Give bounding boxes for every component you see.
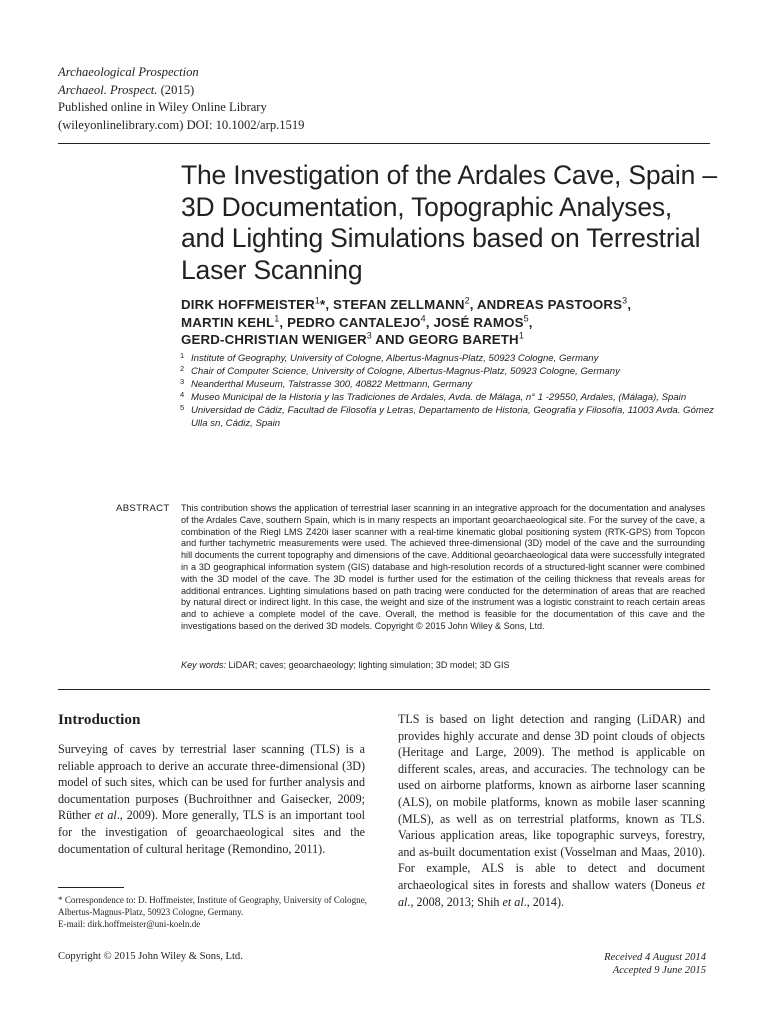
affil-mark: 3 bbox=[622, 295, 628, 306]
affil-mark: 3 bbox=[366, 330, 372, 341]
affiliation-text: Chair of Computer Science, University of Cologne, Albertus-Magnus-Platz, 50923 Cologne, Germany bbox=[191, 365, 620, 377]
title-line: The Investigation of the Ardales Cave, Spain – bbox=[181, 160, 717, 190]
author-name: *, STEFAN ZELLMANN bbox=[320, 297, 465, 312]
abstract-divider bbox=[58, 689, 710, 690]
affiliation bbox=[180, 376, 720, 392]
author-name: AND GEORG BARETH bbox=[371, 332, 519, 347]
affiliation-number: 2 bbox=[180, 363, 185, 373]
journal-abbr: Archaeol. Prospect. bbox=[58, 82, 158, 97]
copyright-footer: Copyright © 2015 John Wiley & Sons, Ltd. bbox=[58, 951, 243, 962]
body-text: ., 2014). bbox=[523, 894, 564, 909]
body-text: TLS is based on light detection and ranging (LiDAR) and provides highly accurate and dense 3D point clouds of objects (Heritage and Large, 2009). The method is applicable on different scales, areas, and accuracies. The technology can be used on airborne platforms, known as airborne laser scanning (ALS), on mobile platforms, known as mobile laser scanning (MLS), as well as on terrestrial platforms, known as TLS. Various application areas, like topographic surveys, forestry, and as-built documentation exist (Vosselman and Maas, 2010). For example, ALS is able to detect and document archaeological sites in forests and shallow waters (Doneus bbox=[398, 712, 705, 892]
affiliation-list bbox=[180, 353, 720, 430]
affiliation-text: Universidad de Cádiz, Facultad de Filosofía y Letras, Departamento de Historia, Geografía y Filosofía, 11003 Avda. Gómez Ulla sn, Cádiz, Spain bbox=[191, 404, 714, 429]
author-line bbox=[181, 296, 721, 314]
affiliation bbox=[180, 389, 720, 405]
separator: , bbox=[528, 314, 533, 330]
title-line: Laser Scanning bbox=[181, 254, 363, 285]
affiliation-number: 3 bbox=[180, 376, 185, 386]
keywords-label: Key words: bbox=[181, 660, 226, 670]
keywords-list: LiDAR; caves; geoarchaeology; lighting simulation; 3D model; 3D GIS bbox=[228, 660, 510, 670]
body-text: ., 2009). More generally, TLS is an important tool for the investigation of geoarchaeological sites and the documentation of cultural heritage (Remondino, 2011). bbox=[58, 808, 365, 856]
body-text-italic: et al bbox=[398, 877, 705, 909]
correspondence-footnote bbox=[58, 895, 368, 930]
affil-mark: 1 bbox=[518, 330, 524, 341]
affiliation-number: 1 bbox=[180, 351, 185, 360]
doi-line: (wileyonlinelibrary.com) DOI: 10.1002/arp.1519 bbox=[58, 117, 305, 132]
journal-name: Archaeological Prospection bbox=[58, 65, 199, 79]
affil-mark: 1 bbox=[314, 295, 321, 306]
footnote-email: E-mail: dirk.hoffmeister@uni-koeln.de bbox=[58, 918, 201, 929]
footnote-text: * Correspondence to: D. Hoffmeister, Institute of Geography, University of Cologne, Albertus-Magnus-Platz, 50923 Cologne, Germany. bbox=[58, 895, 368, 917]
affiliation bbox=[180, 402, 720, 431]
journal-year: (2015) bbox=[160, 82, 195, 97]
abstract-text: This contribution shows the application of terrestrial laser scanning in an integrative approach for the documentation and analyses of the Ardales Cave, southern Spain, which is in many respects an important geoarchaeological site. For the survey of the cave, a combination of the Riegl LMS Z420i laser scanner with a real-time kinematic global positioning system (RTK-GPS) from Topcon and further tachymetric measurements were used. The achieved three-dimensional (3D) model of the cave and the surrounding hill documents the current topography and dimensions of the cave. Additional geoarchaeological data were successfully integrated in a 3D geographical information system (GIS) database and high-resolution records of a structured-light scanner were combined with the 3D model of the cave. The 3D model is further used for the estimation of the ceiling thickness that reveals areas for additional entrances. Lighting simulations based on path tracing were conducted for the determination of areas that are reached by natural direct or indirect light. In this case, the weight and size of the instrument was a logistic constraint to reach certain areas and to achieve a complete model of the cave. Overall, the method is feasible for the documentation of this cave and the investigations based on the derived 3D models. Copyright © 2015 John Wiley & Sons, Ltd. bbox=[181, 503, 705, 631]
body-text: Surveying of caves by terrestrial laser scanning (TLS) is a reliable approach to derive an accurate three-dimensional (3D) model of such sites, which can be used for further analysis and documentation purposes (Buchroithner and Gaisecker, 2009; Rüther bbox=[58, 742, 365, 823]
title-line: 3D Documentation, Topographic Analyses, bbox=[181, 191, 673, 222]
published-line: Published online in Wiley Online Library bbox=[58, 100, 267, 114]
received-date: Received 4 August 2014 bbox=[604, 952, 706, 963]
dates-footer bbox=[604, 951, 706, 978]
affiliation-text: Museo Municipal de la Historia y las Tradiciones de Ardales, Avda. de Málaga, n° 1 -29550, Ardales, (Málaga), Spain bbox=[191, 391, 687, 403]
keywords bbox=[181, 660, 510, 670]
article-title bbox=[181, 160, 721, 286]
intro-paragraph-right bbox=[398, 711, 705, 910]
body-text-italic: et al bbox=[94, 808, 117, 823]
affiliation bbox=[180, 353, 720, 366]
affil-mark: 4 bbox=[420, 313, 426, 324]
header-divider bbox=[58, 143, 710, 144]
affiliation bbox=[180, 363, 720, 379]
author-line bbox=[181, 331, 721, 349]
accepted-date: Accepted 9 June 2015 bbox=[612, 965, 706, 977]
title-line: and Lighting Simulations based on Terrestrial bbox=[181, 223, 701, 253]
abstract-label: ABSTRACT bbox=[116, 503, 170, 514]
journal-header bbox=[58, 64, 304, 134]
affiliation-number: 4 bbox=[180, 389, 185, 399]
author-list bbox=[181, 296, 721, 349]
author-name: DIRK HOFFMEISTER bbox=[181, 297, 315, 312]
separator: , bbox=[627, 297, 632, 312]
affiliation-number: 5 bbox=[180, 402, 185, 412]
journal-abbr-line bbox=[58, 82, 304, 100]
body-text-italic: et al bbox=[502, 894, 524, 909]
affiliation-text: Institute of Geography, University of Cologne, Albertus-Magnus-Platz, 50923 Cologne, Germany bbox=[191, 353, 599, 364]
author-name: GERD-CHRISTIAN WENIGER bbox=[181, 332, 367, 347]
author-name: , ANDREAS PASTOORS bbox=[469, 297, 623, 312]
author-line bbox=[181, 314, 721, 332]
author-name: , PEDRO CANTALEJO bbox=[279, 314, 421, 330]
intro-paragraph-left bbox=[58, 741, 365, 857]
affil-mark: 5 bbox=[523, 313, 529, 324]
affil-mark: 1 bbox=[274, 313, 280, 324]
section-heading: Introduction bbox=[58, 711, 141, 728]
author-name: , JOSÉ RAMOS bbox=[425, 314, 524, 330]
footnote-divider bbox=[58, 887, 124, 888]
affiliation-text: Neanderthal Museum, Talstrasse 300, 40822 Mettmann, Germany bbox=[191, 378, 473, 390]
affil-mark: 2 bbox=[464, 295, 470, 306]
body-text: ., 2008, 2013; Shih bbox=[407, 894, 503, 909]
author-name: MARTIN KEHL bbox=[181, 314, 275, 330]
